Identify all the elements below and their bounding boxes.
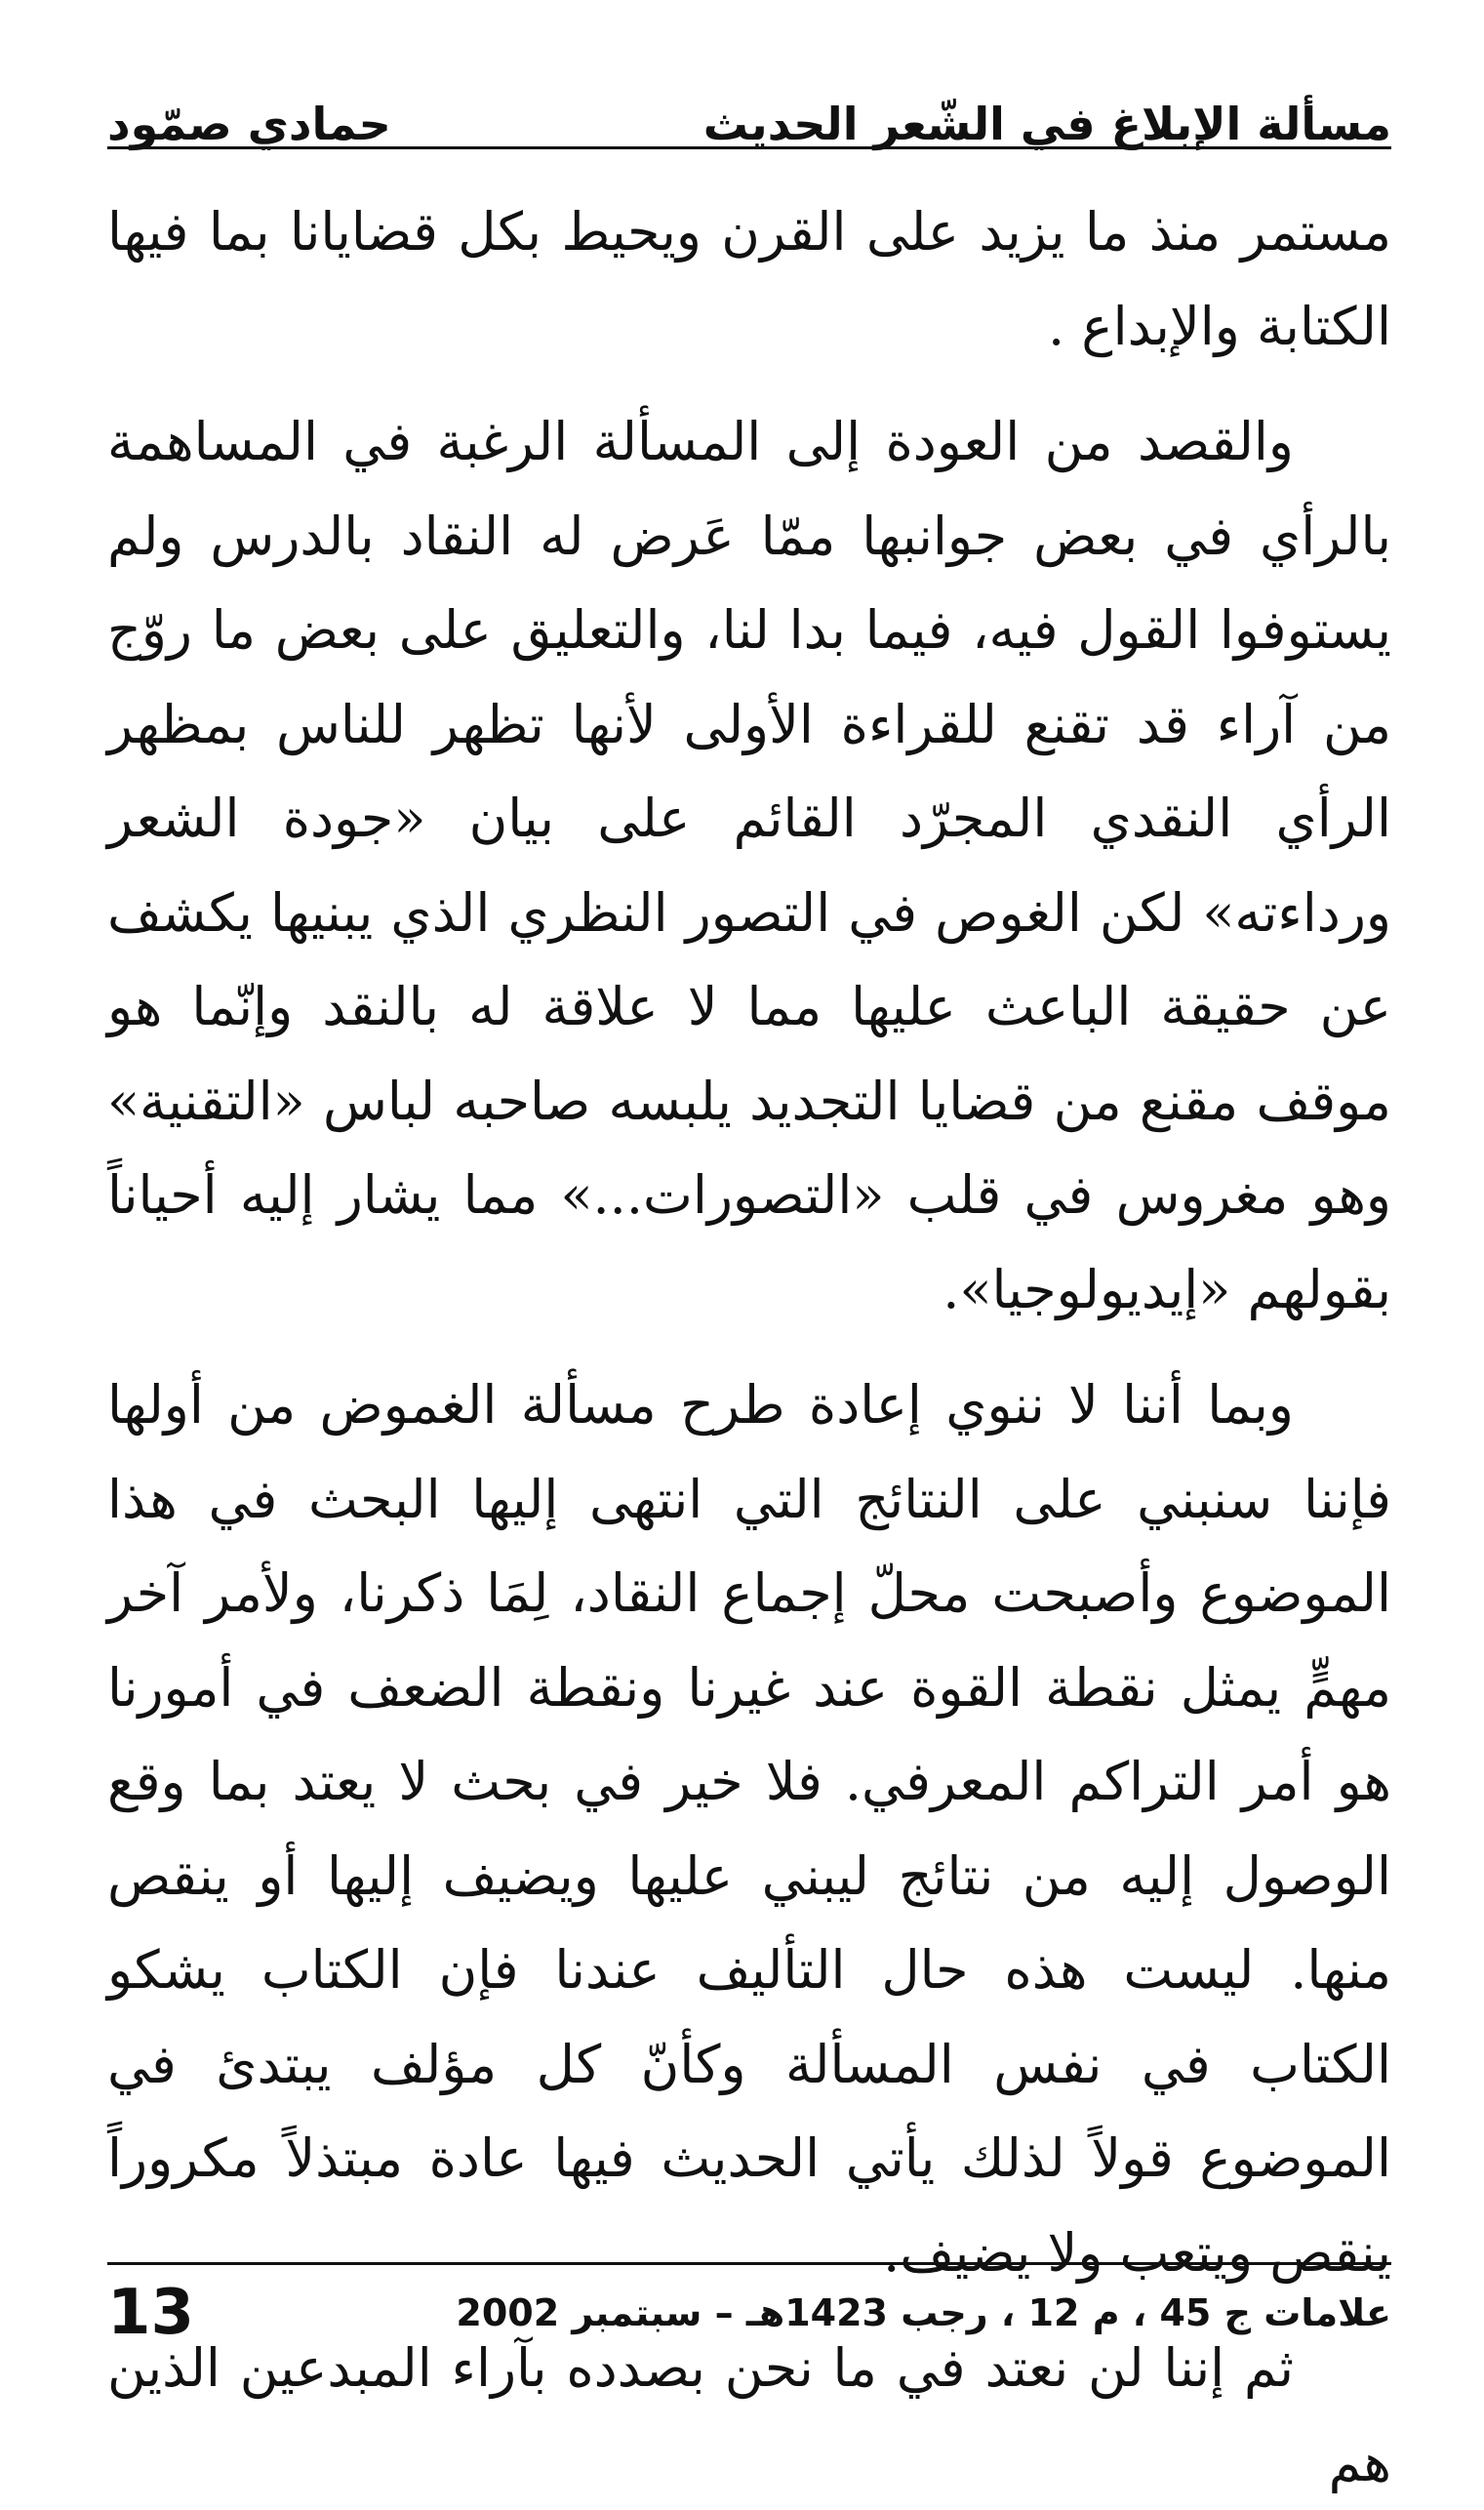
journal-citation: علامات ج 45 ، م 12 ، رجب 1423هـ – سبتمبر 2002 <box>456 2291 1391 2334</box>
running-title: مسألة الإبلاغ في الشّعر الحديث <box>702 98 1391 150</box>
paragraph: وبما أننا لا ننوي إعادة طرح مسألة الغموض من أولها فإننا سنبني على النتائج التي انتهى إليها البحث في هذا الموضوع وأصبحت محلّ إجماع النقاد، لِمَا ذكرنا، ولأمر آخر مهمٍّ يمثل نقطة القوة عند غيرنا ونقطة الضعف في أمورنا هو أمر التراكم المعرفي. فلا خير في بحث لا يعتد بما وقع الوصول إليه من نتائج ليبني عليها ويضيف إليها أو ينقص منها. ليست هذه حال التأليف عندنا فإن الكتاب يشكو الكتاب في نفس المسألة وكأنّ كل مؤلف يبتدئ في الموضوع قولاً لذلك يأتي الحديث فيها عادة مبتذلاً مكروراً ينقص ويتعب ولا يضيف. <box>107 1374 1391 2284</box>
page-number: 13 <box>107 2277 195 2349</box>
running-header <box>107 59 1391 150</box>
paragraph: ثم إننا لن نعتد في ما نحن بصدده بآراء المبدعين الذين هم <box>107 2337 1391 2493</box>
header-rule <box>107 146 1391 149</box>
paragraph-continued: مستمر منذ ما يزيد على القرن ويحيط بكل قضايانا بما فيها الكتابة والإبداع . <box>107 201 1391 357</box>
body-text <box>107 185 1391 2510</box>
paragraph: والقصد من العودة إلى المسألة الرغبة في المساهمة بالرأي في بعض جوانبها ممّا عَرض له النقاد بالدرس ولم يستوفوا القول فيه، فيما بدا لنا، والتعليق على بعض ما روّج من آراء قد تقنع للقراءة الأولى لأنها تظهر للناس بمظهر الرأي النقدي المجرّد القائم على بيان «جودة الشعر ورداءته» لكن الغوص في التصور النظري الذي يبنيها يكشف عن حقيقة الباعث عليها مما لا علاقة له بالنقد وإنّما هو موقف مقنع من قضايا التجديد يلبسه صاحبه لباس «التقنية» وهو مغروس في قلب «التصورات...» مما يشار إليه أحياناً بقولهم «إيديولوجيا». <box>107 411 1391 1320</box>
page-footer <box>107 2279 1391 2347</box>
footer-rule <box>107 2262 1391 2265</box>
running-author: حمادي صمّود <box>107 98 391 150</box>
